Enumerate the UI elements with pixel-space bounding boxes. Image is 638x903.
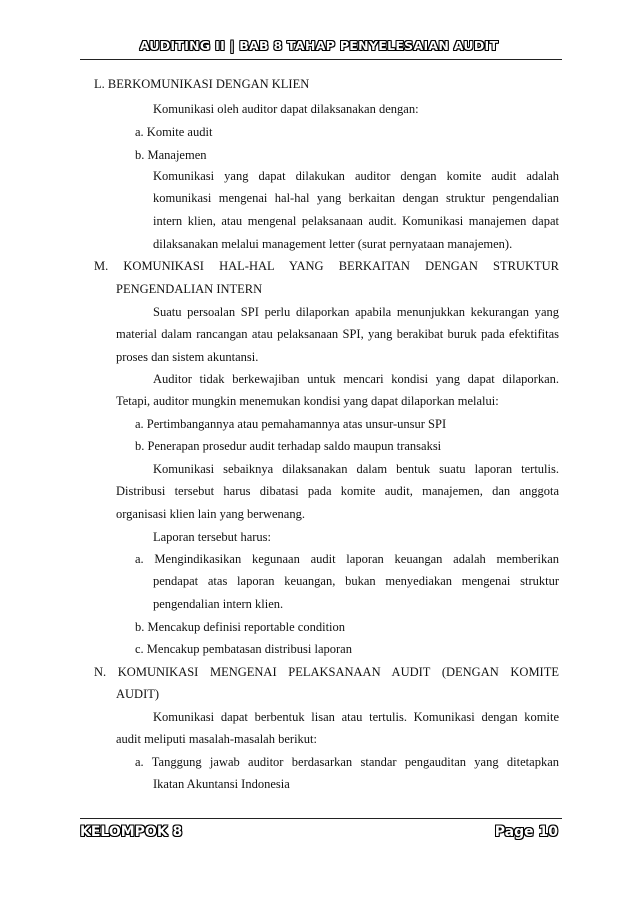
section-m-para3-line: Komunikasi sebaiknya dilaksanakan dalam bentuk suatu laporan tertulis. (153, 462, 559, 476)
section-m-para3-line: organisasi klien lain yang berwenang. (116, 507, 305, 521)
footer-divider (80, 818, 562, 819)
section-m-para2-line: Auditor tidak berkewajiban untuk mencari kondisi yang dapat dilaporkan. (153, 372, 559, 386)
section-m-heading: M. KOMUNIKASI HAL-HAL YANG BERKAITAN DENGAN STRUKTUR (94, 259, 559, 273)
section-m-item-b: b. Mencakup definisi reportable condition (135, 620, 346, 634)
section-m-para3-line: Distribusi tersebut harus dibatasi pada komite audit, manajemen, dan anggota (116, 484, 559, 498)
section-n-para-line: Komunikasi dapat berbentuk lisan atau tertulis. Komunikasi dengan komite (153, 710, 559, 724)
section-l-para-line: Komunikasi yang dapat dilakukan auditor dengan komite audit adalah (153, 169, 559, 183)
section-m-para4: Laporan tersebut harus: (153, 530, 272, 544)
section-m-para1-line: proses dan sistem akuntansi. (116, 350, 259, 364)
section-m-list-item: a. Pertimbangannya atau pemahamannya atas unsur-unsur SPI (135, 417, 447, 431)
section-m-para2-line: Tetapi, auditor mungkin menemukan kondisi yang dapat dilaporkan melalui: (116, 394, 499, 408)
section-l-item-a: a. Komite audit (135, 125, 213, 139)
section-m-item-a: a. Mengindikasikan kegunaan audit laporan keuangan adalah memberikan (135, 552, 559, 566)
section-l-para-line: dilaksanakan melalui management letter (surat pernyataan manajemen). (153, 237, 513, 251)
section-m-para1-line: Suatu persoalan SPI perlu dilaporkan apabila menunjukkan kekurangan yang (153, 305, 559, 319)
section-n-item-a-cont: Ikatan Akuntansi Indonesia (153, 777, 290, 791)
section-m-heading-cont: PENGENDALIAN INTERN (116, 282, 263, 296)
footer-group-label: KELOMPOK 8 (80, 824, 183, 840)
page-header: AUDITING II | BAB 8 TAHAP PENYELESAIAN AUDIT (139, 38, 499, 53)
section-n-heading: N. KOMUNIKASI MENGENAI PELAKSANAAN AUDIT (DENGAN KOMITE (94, 665, 559, 679)
section-m-para1-line: material dalam rancangan atau pelaksanaan SPI, yang berakibat buruk pada efektifitas (116, 327, 559, 341)
section-l-heading: L. BERKOMUNIKASI DENGAN KLIEN (94, 77, 310, 91)
section-m-item-a-cont: pendapat atas laporan keuangan, bukan menyediakan mengenai struktur (153, 574, 559, 588)
section-m-item-a-cont: pengendalian intern klien. (153, 597, 284, 611)
header-divider (80, 59, 562, 60)
page-number: Page 10 (494, 824, 558, 840)
section-l-intro: Komunikasi oleh auditor dapat dilaksanakan dengan: (153, 102, 419, 116)
section-l-para-line: komunikasi mengenai hal-hal yang berkaitan dengan struktur pengendalian (153, 191, 559, 205)
section-n-heading-cont: AUDIT) (116, 687, 160, 701)
section-m-item-c: c. Mencakup pembatasan distribusi laporan (135, 642, 352, 656)
section-l-item-b: b. Manajemen (135, 148, 207, 162)
section-n-item-a: a. Tanggung jawab auditor berdasarkan standar pengauditan yang ditetapkan (135, 755, 559, 769)
section-l-para-line: intern klien, atau mengenal pelaksanaan audit. Komunikasi manajemen dapat (153, 214, 559, 228)
section-n-para-line: audit meliputi masalah-masalah berikut: (116, 732, 317, 746)
section-m-list-item: b. Penerapan prosedur audit terhadap saldo maupun transaksi (135, 439, 442, 453)
